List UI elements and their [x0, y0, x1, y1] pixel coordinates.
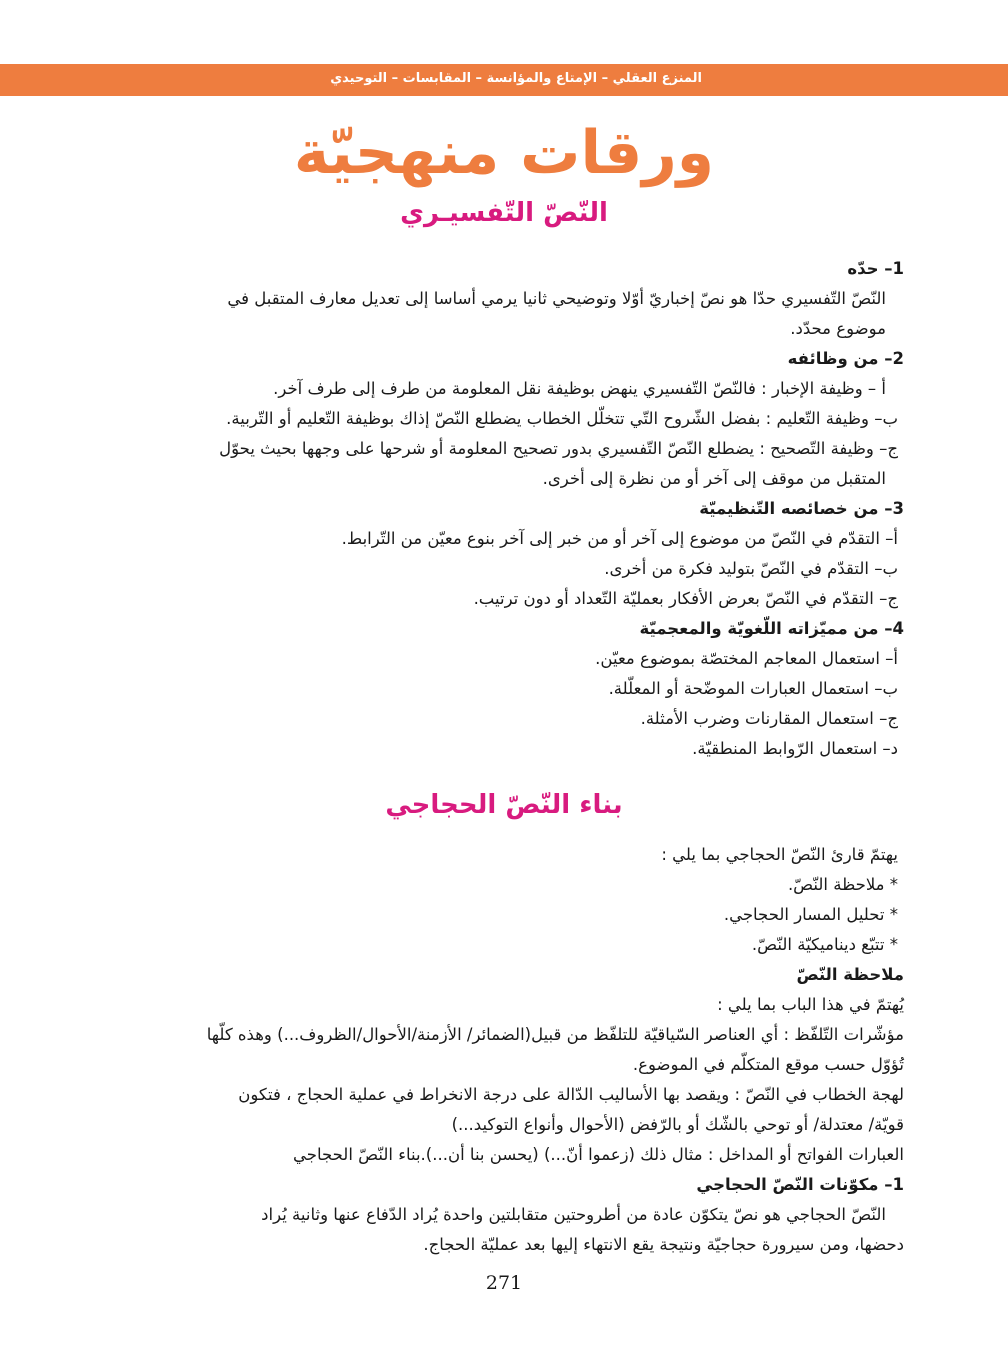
list-item: ب– استعمال العبارات الموضّحة أو المعلّلة. [608, 679, 898, 698]
paragraph-line: يهتمّ قارئ النّصّ الحجاجي بما يلي : [661, 845, 898, 864]
bullet-item: * ملاحظة النّصّ. [787, 875, 898, 894]
paragraph-line: العبارات الفواتح أو المداخل : مثال ذلك (زعموا أنّ...) (يحسن بنا أن...).بناء النّصّ الحجاجي [293, 1145, 904, 1164]
header-bar [0, 64, 1008, 96]
heading-argumentative-components: 1– مكوّنات النّصّ الحجاجي [696, 1175, 904, 1194]
list-item: ج– التقدّم في النّصّ بعرض الأفكار بعمليّة التّعداد أو دون ترتيب. [473, 589, 898, 608]
bullet-item: * تحليل المسار الحجاجي. [723, 905, 898, 924]
heading-functions: 2– من وظائفه [787, 349, 904, 368]
paragraph-line: تُؤوّل حسب موقع المتكلّم في الموضوع. [632, 1055, 904, 1074]
section-title-explanatory-text: النّصّ التّفسيـري [400, 198, 608, 228]
paragraph-line: قويّة/ معتدلة/ أو توحي بالشّك أو بالرّفض (الأحوال وأنواع التوكيد...) [451, 1115, 904, 1134]
paragraph-line: لهجة الخطاب في النّصّ : ويقصد بها الأساليب الدّالة على درجة الانخراط في عملية الحجاج ، فتكون [238, 1085, 904, 1104]
paragraph-line: يُهتمّ في هذا الباب بما يلي : [717, 995, 904, 1014]
list-item: ب– وظيفة التّعليم : بفضل الشّروح التّي تتخلّل الخطاب يضطلع النّصّ إذاك بوظيفة التّعليم أو التّربية. [226, 409, 898, 428]
list-item: ب– التقدّم في النّصّ بتوليد فكرة من أخرى. [604, 559, 898, 578]
list-item: ج– وظيفة التّصحيح : يضطلع النّصّ التّفسيري بدور تصحيح المعلومة أو شرحها على وجهها بحيث يحوّل [219, 439, 898, 458]
page-title: ورقات منهجيّة [293, 118, 715, 188]
bullet-item: * تتبّع ديناميكيّة النّصّ. [751, 935, 898, 954]
list-item: أ– التقدّم في النّصّ من موضوع إلى آخر أو من خبر إلى آخر بنوع معيّن من التّرابط. [341, 529, 898, 548]
paragraph-line: دحضها، ومن سيرورة حجاجيّة ونتيجة يقع الانتهاء إليها بعد عمليّة الحجاج. [423, 1235, 904, 1254]
section-explanatory-text [104, 254, 904, 764]
section-title-argumentative-text: بناء النّصّ الحجاجي [385, 790, 623, 820]
list-item: د– استعمال الرّوابط المنطقيّة. [692, 739, 898, 758]
heading-definition: 1– حدّه [847, 259, 904, 278]
heading-text-observation: ملاحظة النّصّ [796, 965, 904, 984]
paragraph-line: مؤشّرات التّلفّظ : أي العناصر السّياقيّة للتلفّظ من قبيل(الضمائر/ الأزمنة/الأحوال/الظروف...) وهذه كلّها [206, 1025, 904, 1044]
heading-linguistic-features: 4– من مميّزاته اللّغويّة والمعجميّة [639, 619, 904, 638]
list-item: أ– استعمال المعاجم المختصّة بموضوع معيّن. [595, 649, 898, 668]
page-number: 271 [485, 1272, 523, 1294]
paragraph-line: موضوع محدّد. [790, 319, 886, 338]
list-item: ج– استعمال المقارنات وضرب الأمثلة. [640, 709, 898, 728]
paragraph-line: النّصّ التّفسيري حدّا هو نصّ إخباريّ أوّلا وتوضيحي ثانيا يرمي أساسا إلى تعديل معارف المتقبل في [227, 289, 886, 308]
heading-organizational-features: 3– من خصائصه التّنظيميّة [699, 499, 904, 518]
header-bar-text: المنزع العقلي – الإمتاع والمؤانسة – المقابسات – التوحيدي [330, 71, 702, 86]
list-item: أ – وظيفة الإخبار : فالنّصّ التّفسيري ينهض بوظيفة نقل المعلومة من طرف إلى طرف آخر. [273, 379, 886, 398]
list-item: المتقبل من موقف إلى آخر أو من نظرة إلى أخرى. [542, 469, 886, 488]
paragraph-line: النّصّ الحجاجي هو نصّ يتكوّن عادة من أطروحتين متقابلتين واحدة يُراد الدّفاع عنها وثانية يُراد [261, 1205, 886, 1224]
section-argumentative-text [104, 840, 904, 1260]
